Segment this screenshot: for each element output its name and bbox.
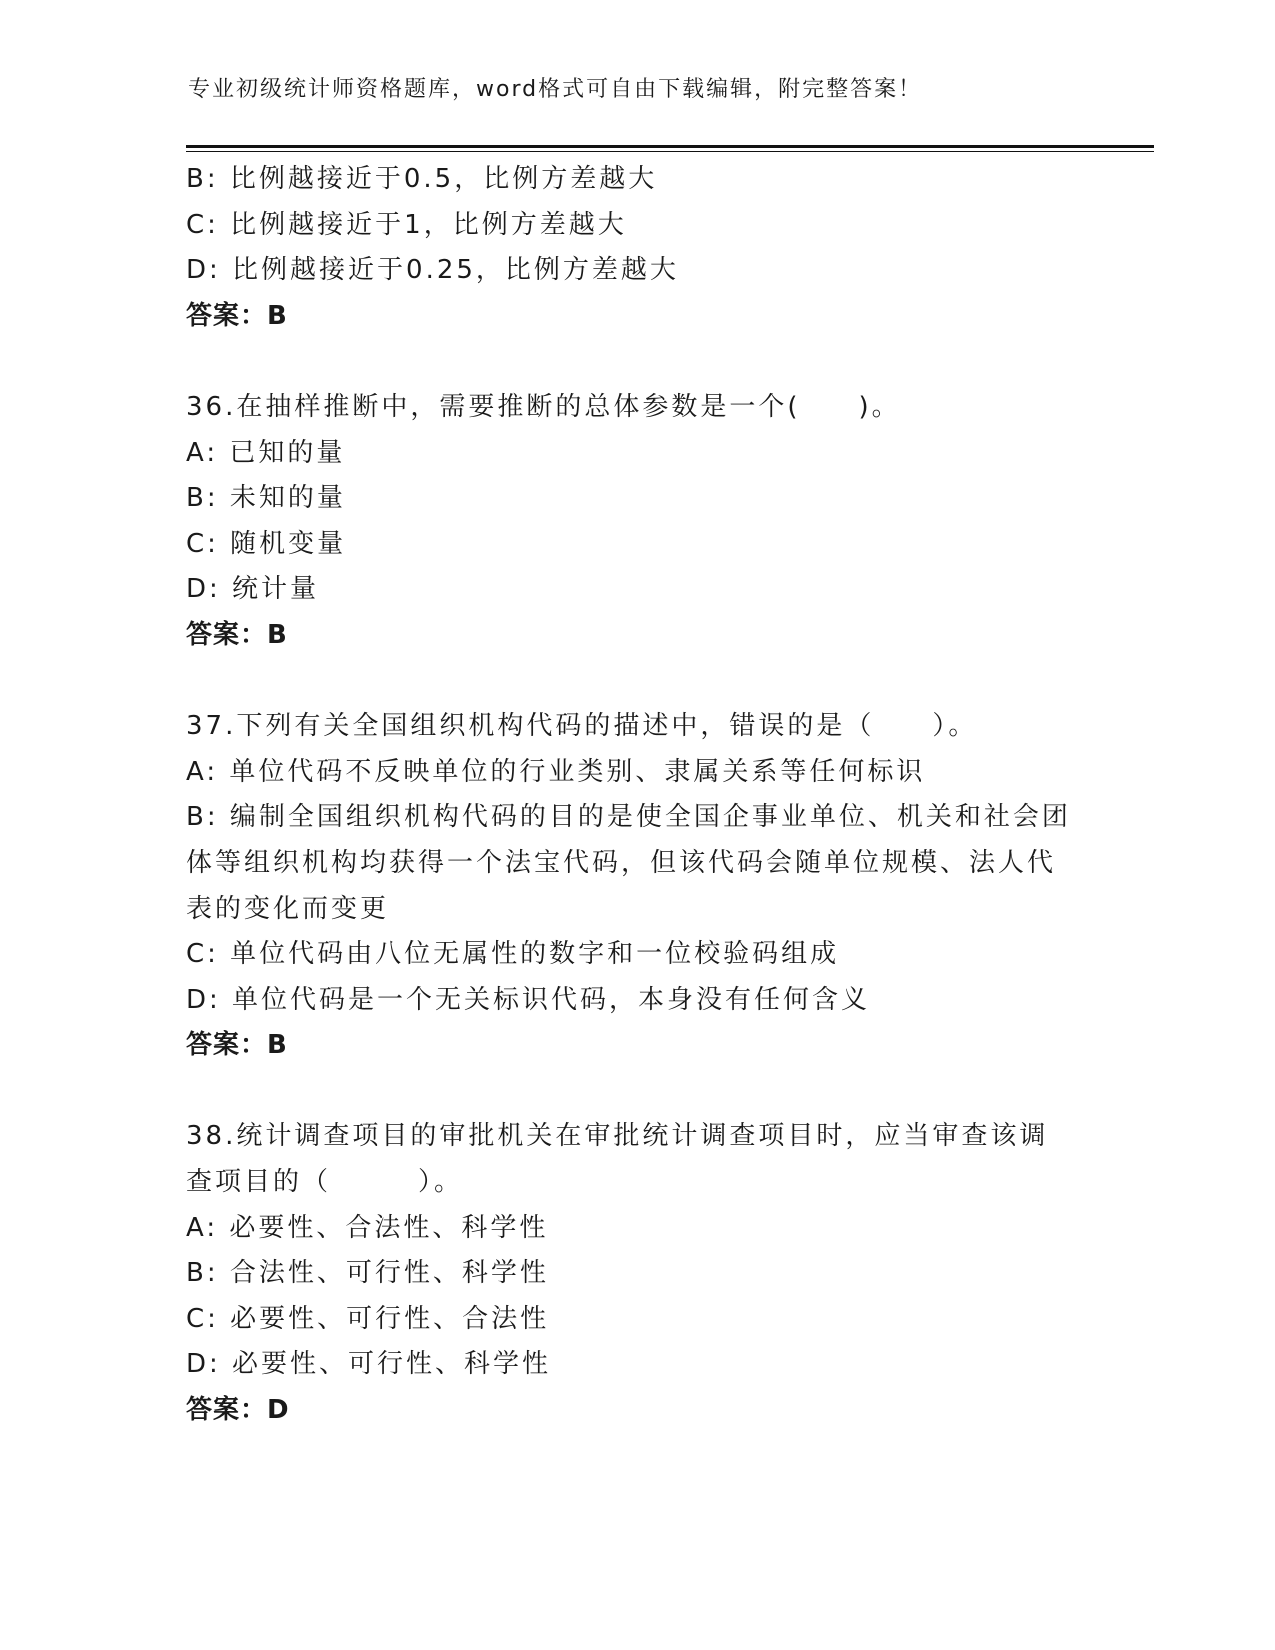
header-rule-thick <box>186 145 1154 148</box>
spacer <box>186 1069 1086 1115</box>
answer-line: 答案：D <box>186 1395 290 1426</box>
option-c: C: 随机变量 <box>186 528 347 559</box>
option-a: A: 已知的量 <box>186 437 346 468</box>
option-b: B: 编制全国组织机构代码的目的是使全国企事业单位、机关和社会团体等组织机构均获得一个法宝代码，但该代码会随单位规模、法人代表的变化而变更 <box>186 802 1071 924</box>
option-b: B: 未知的量 <box>186 483 346 514</box>
option-c: C: 必要性、可行性、合法性 <box>186 1303 550 1334</box>
option-a: A: 必要性、合法性、科学性 <box>186 1212 549 1243</box>
question-block-37 <box>186 704 1086 1069</box>
question-block-prev <box>186 157 1086 339</box>
spacer <box>186 659 1086 705</box>
option-d: D: 必要性、可行性、科学性 <box>186 1349 552 1380</box>
page-header: 专业初级统计师资格题库，word格式可自由下载编辑，附完整答案！ <box>188 77 923 102</box>
answer-line: 答案：B <box>186 619 288 650</box>
question-stem: 37.下列有关全国组织机构代码的描述中，错误的是（ ）。 <box>186 711 978 742</box>
answer-line: 答案：B <box>186 1030 288 1061</box>
option-d: D: 统计量 <box>186 574 320 605</box>
option-c: C: 单位代码由八位无属性的数字和一位校验码组成 <box>186 939 840 970</box>
header-rule-thin <box>186 151 1154 152</box>
option-b: B: 比例越接近于0.5，比例方差越大 <box>186 164 658 194</box>
question-stem: 38.统计调查项目的审批机关在审批统计调查项目时，应当审查该调查项目的（ ）。 <box>186 1121 1049 1198</box>
question-stem: 36.在抽样推断中，需要推断的总体参数是一个( )。 <box>186 391 901 422</box>
question-block-38 <box>186 1114 1086 1433</box>
option-d: D: 比例越接近于0.25，比例方差越大 <box>186 255 679 286</box>
option-b: B: 合法性、可行性、科学性 <box>186 1258 549 1289</box>
question-block-36 <box>186 385 1086 659</box>
answer-line: 答案：B <box>186 300 288 331</box>
spacer <box>186 339 1086 385</box>
option-c: C: 比例越接近于1，比例方差越大 <box>186 209 627 240</box>
option-a: A: 单位代码不反映单位的行业类别、隶属关系等任何标识 <box>186 756 926 787</box>
option-d: D: 单位代码是一个无关标识代码，本身没有任何含义 <box>186 984 871 1015</box>
document-body <box>186 157 1086 1434</box>
